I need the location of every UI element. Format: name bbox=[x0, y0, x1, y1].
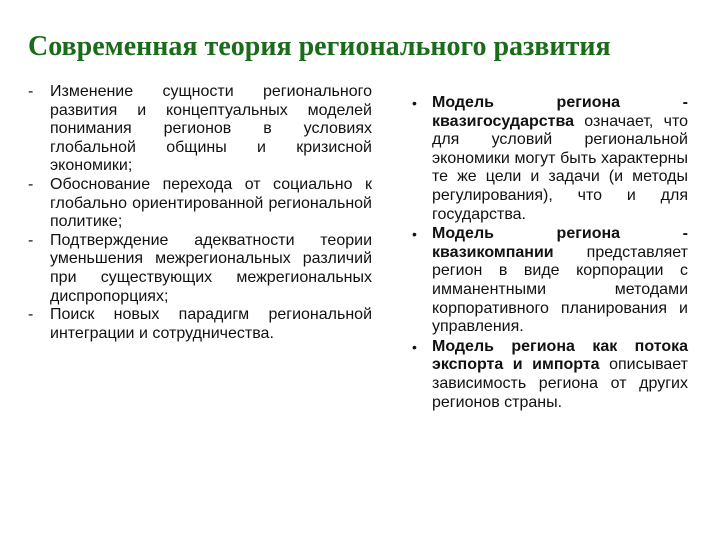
list-item bbox=[410, 225, 688, 337]
list-item-text: Обоснование перехода от социально к глобально ориентированной региональной политике; bbox=[50, 175, 372, 231]
list-item-text: Подтверждение адекватности теории уменьшения межрегиональных различий при существующих межрегиональных диспропорциях; bbox=[50, 231, 372, 305]
list-item bbox=[28, 306, 372, 343]
dash-marker: - bbox=[28, 231, 34, 249]
list-item-text bbox=[432, 225, 688, 337]
list-item-text: Поиск новых парадигм региональной интеграции и сотрудничества. bbox=[50, 306, 372, 342]
list-item-text: Изменение сущности регионального развития и концептуальных моделей понимания регионов в условиях глобальной общины и кризисной экономики; bbox=[50, 83, 372, 175]
bullet-marker: • bbox=[412, 95, 417, 111]
list-item bbox=[28, 176, 372, 232]
model-description: представляет регион в виде корпорации с имманентными методами корпоративного планирования и управления. bbox=[432, 243, 688, 336]
list-item bbox=[410, 94, 688, 224]
right-column bbox=[410, 94, 688, 413]
list-item bbox=[28, 232, 372, 306]
list-item-text bbox=[432, 94, 688, 224]
model-name: Модель региона как потока экспорта и импорта bbox=[432, 337, 688, 374]
right-list bbox=[410, 94, 688, 412]
model-description: означает, что для условий региональной экономики могут быть характерны те же цели и задачи (и методы регулирования), что и для государства. bbox=[432, 112, 688, 223]
bullet-marker: • bbox=[412, 338, 417, 355]
list-item bbox=[28, 83, 372, 176]
list-item-text bbox=[432, 338, 688, 412]
bullet-marker: • bbox=[412, 226, 417, 243]
model-name: Модель региона - квазикомпании bbox=[432, 225, 688, 261]
slide-title: Современная теория регионального развития bbox=[28, 31, 611, 62]
dash-marker: - bbox=[28, 83, 34, 100]
dash-marker: - bbox=[28, 306, 34, 324]
list-item bbox=[410, 338, 688, 412]
left-column bbox=[28, 83, 372, 343]
model-description: описывает зависимость региона от других регионов страны. bbox=[432, 356, 688, 411]
dash-marker: - bbox=[28, 175, 34, 193]
left-list bbox=[28, 83, 372, 343]
model-name: Модель региона - квазигосударства bbox=[432, 94, 688, 130]
